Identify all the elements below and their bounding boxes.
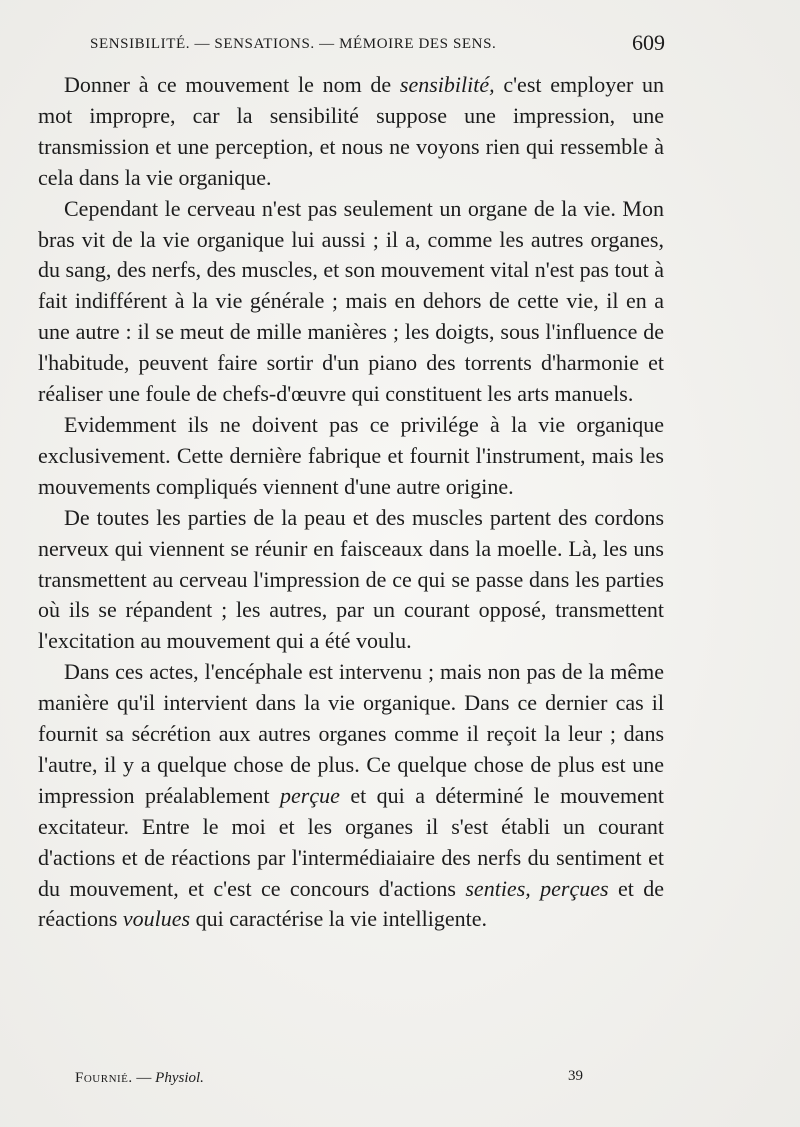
running-title: SENSIBILITÉ. — SENSATIONS. — MÉMOIRE DES SENS. [90, 36, 497, 52]
text-run: et qui a déterminé le mouvement excitateur. Entre le moi et les organes il s'est établi un courant d'actions et de réactions par l'intermédiaiaire des nerfs du sentiment et du mouvement, et c'est ce concours d'actions [38, 782, 664, 901]
italic-text: voulues [122, 906, 191, 932]
running-head [90, 30, 665, 60]
text-run: De toutes les parties de la peau et des muscles partent des cordons nerveux qui viennent se réunir en faisceaux dans la moelle. Là, les uns transmettent au cerveau l'impression de ce qui se passe dans les parties où ils se répandent ; les autres, par un courant opposé, transmettent l'excitation au mouvement qui a été voulu. [38, 504, 664, 654]
paragraph-4 [38, 503, 664, 658]
footer-citation [75, 1070, 204, 1087]
text-run: Cependant le cerveau n'est pas seulement un organe de la vie. Mon bras vit de la vie organique lui aussi ; il a, comme les autres organes, du sang, des nerfs, des muscles, et son mouvement vital n'est pas tout à fait indifférent à la vie générale ; mais en dehors de cette vie, il en a une autre : il se meut de mille manières ; les doigts, sous l'influence de l'habitude, peuvent faire sortir d'un piano des torrents d'harmonie et réaliser une foule de chefs-d'œuvre qui constituent les arts manuels. [38, 195, 664, 407]
italic-text: senties, perçues [465, 875, 609, 901]
page-footer [75, 1068, 595, 1092]
footer-separator: — [132, 1070, 156, 1086]
text-run: qui caractérise la vie intelligente. [190, 906, 487, 932]
italic-text: sensibilité, [399, 72, 495, 97]
text-run: et de réactions [38, 875, 664, 932]
text-run: c'est employer un mot impropre, car la sensibilité suppose une impression, une transmission et une perception, et nous ne voyons rien qui ressemble à cela dans la vie organique. [38, 72, 664, 190]
paragraph-1 [38, 70, 664, 194]
paragraph-3 [38, 410, 664, 503]
paragraph-2 [38, 194, 664, 410]
footer-book-title: Physiol. [155, 1070, 204, 1086]
paragraph-5 [38, 657, 664, 935]
italic-text: perçue [280, 782, 340, 808]
page-number: 609 [632, 30, 665, 55]
signature-mark: 39 [568, 1068, 583, 1084]
text-run: Evidemment ils ne doivent pas ce privilége à la vie organique exclusivement. Cette dernière fabrique et fournit l'instrument, mais les mouvements compliqués viennent d'une autre origine. [38, 411, 664, 499]
footer-author: Fournié. [75, 1070, 133, 1086]
body-text [38, 70, 664, 935]
text-run: Dans ces actes, l'encéphale est intervenu ; mais non pas de la même manière qu'il intervient dans la vie organique. Dans ce dernier cas il fournit sa sécrétion aux autres organes comme il reçoit la leur ; dans l'autre, il y a quelque chose de plus. Ce quelque chose de plus est une impression préalablement [38, 659, 664, 808]
text-run: Donner à ce mouvement le nom de [64, 72, 400, 97]
